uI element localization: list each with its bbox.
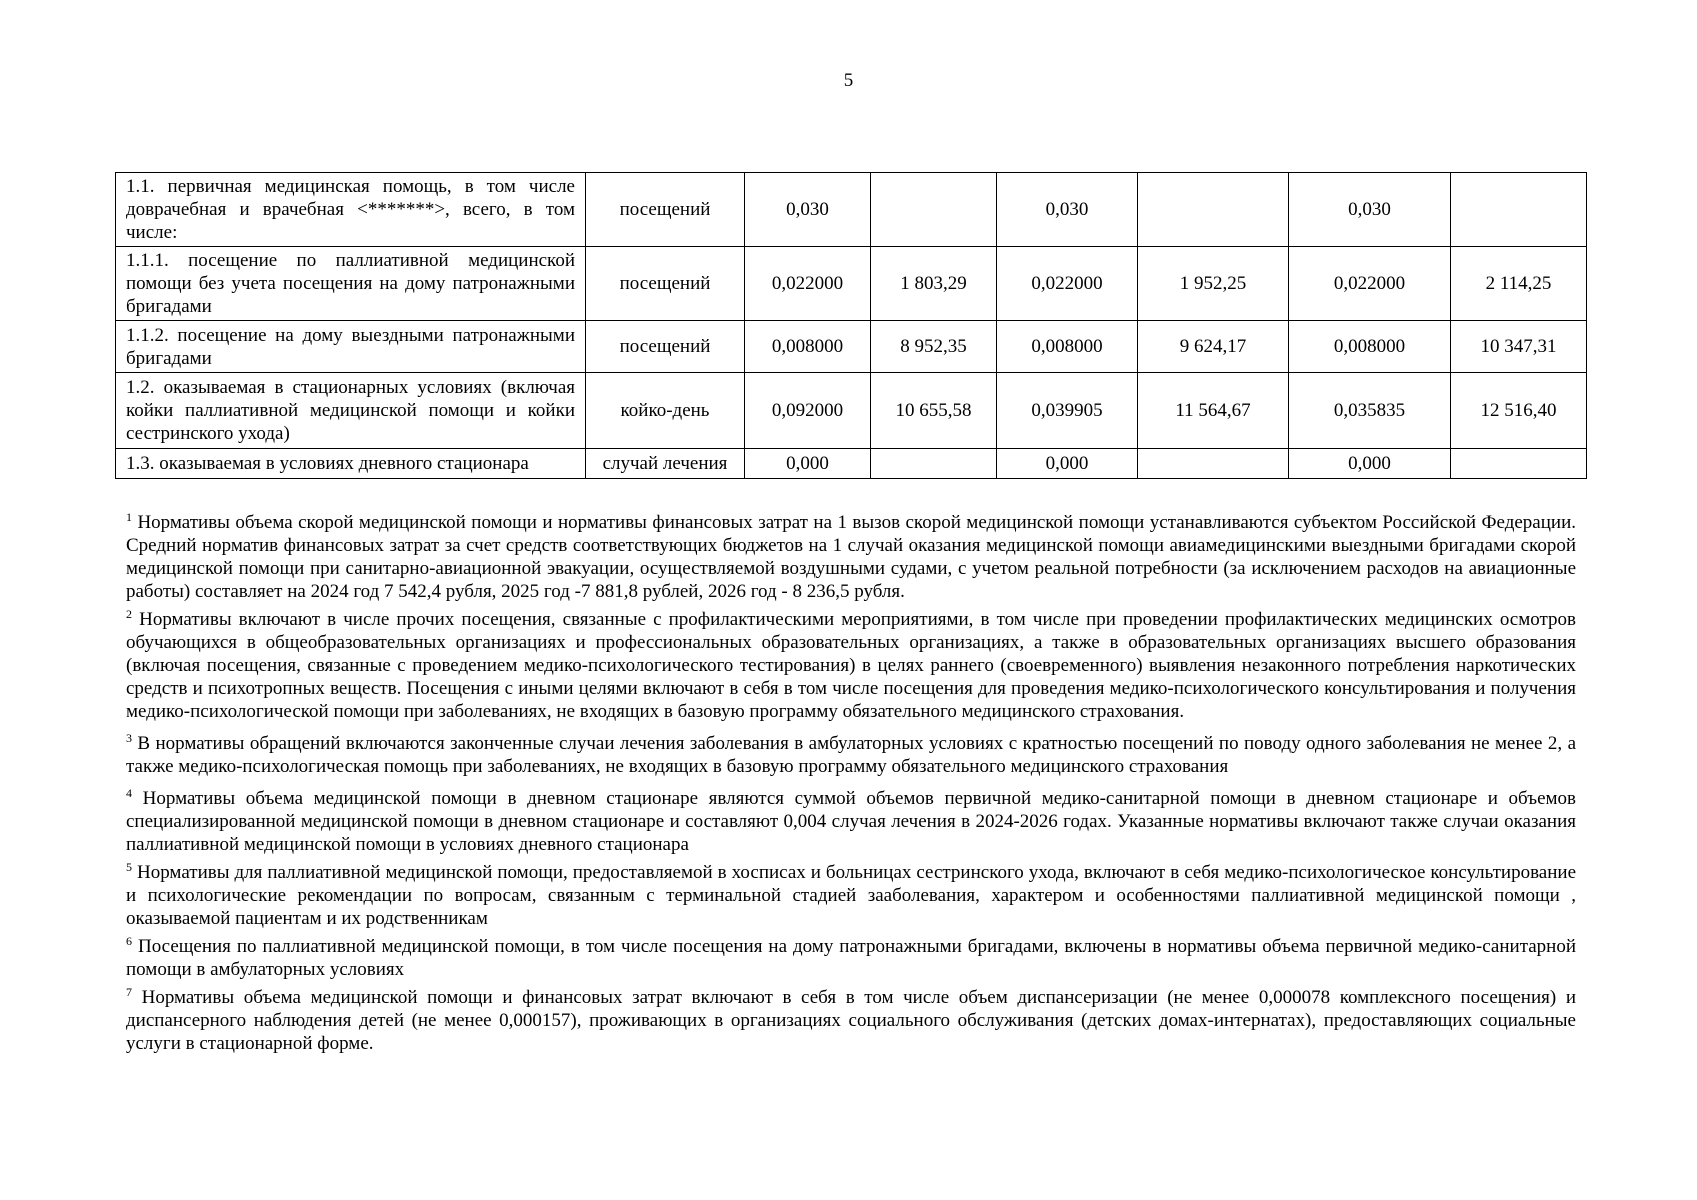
footnote-text: В нормативы обращений включаются законченные случаи лечения заболевания в амбулаторных условиях с кратностью посещений по поводу одного заболевания не менее 2, а также медико-психологическая помощь при заболеваниях, не входящих в базовую программу обязательного медицинского страхования — [126, 733, 1576, 777]
cell-cost-2024: 8 952,35 — [871, 321, 997, 373]
row-name: 1.1.1. посещение по паллиативной медицинской помощи без учета посещения на дому патронажными бригадами — [116, 247, 586, 321]
footnote-5 — [126, 861, 1576, 930]
row-name: 1.3. оказываемая в условиях дневного стационара — [116, 449, 586, 479]
row-unit: посещений — [586, 247, 745, 321]
footnote-4 — [126, 787, 1576, 856]
table-row — [116, 173, 1587, 247]
cell-cost-2026: 2 114,25 — [1451, 247, 1587, 321]
cell-volume-2025: 0,039905 — [997, 373, 1138, 449]
cell-cost-2026 — [1451, 173, 1587, 247]
row-name: 1.2. оказываемая в стационарных условиях (включая койки паллиативной медицинской помощи и койки сестринского ухода) — [116, 373, 586, 449]
footnote-6 — [126, 935, 1576, 981]
footnote-mark: 7 — [126, 985, 132, 999]
cell-volume-2024: 0,030 — [745, 173, 871, 247]
footnote-mark: 2 — [126, 607, 132, 621]
norms-table — [115, 172, 1587, 479]
cell-cost-2025 — [1138, 449, 1289, 479]
cell-cost-2024 — [871, 173, 997, 247]
cell-cost-2026 — [1451, 449, 1587, 479]
row-name: 1.1. первичная медицинская помощь, в том числе доврачебная и врачебная <*******>, всего, в том числе: — [116, 173, 586, 247]
footnote-mark: 5 — [126, 860, 132, 874]
footnote-text: Нормативы объема медицинской помощи в дневном стационаре являются суммой объемов первичной медико-санитарной помощи в дневном стационаре и объемов специализированной медицинской помощи в дневном стационаре и составляют 0,004 случая лечения в 2024-2026 годах. Указанные нормативы включают также случаи оказания паллиативной медицинской помощи в условиях дневного стационара — [126, 788, 1577, 855]
footnote-text: Нормативы объема медицинской помощи и финансовых затрат включают в себя в том числе объем диспансеризации (не менее 0,000078 комплексного посещения) и диспансерного наблюдения детей (не менее 0,000157), проживающих в организациях социального обслуживания (детских домах-интернатах), предоставляющих социальные услуги в стационарной форме. — [126, 987, 1576, 1054]
cell-volume-2025: 0,030 — [997, 173, 1138, 247]
table-row — [116, 321, 1587, 373]
cell-volume-2025: 0,022000 — [997, 247, 1138, 321]
table-row — [116, 449, 1587, 479]
footnote-mark: 3 — [126, 731, 132, 745]
row-unit: койко-день — [586, 373, 745, 449]
cell-cost-2024: 1 803,29 — [871, 247, 997, 321]
cell-cost-2025: 9 624,17 — [1138, 321, 1289, 373]
cell-cost-2025 — [1138, 173, 1289, 247]
footnote-text: Посещения по паллиативной медицинской помощи, в том числе посещения на дому патронажными бригадами, включены в нормативы объема первичной медико-санитарной помощи в амбулаторных условиях — [126, 936, 1576, 980]
footnote-mark: 6 — [126, 934, 132, 948]
table-row — [116, 247, 1587, 321]
cell-volume-2026: 0,030 — [1289, 173, 1451, 247]
cell-volume-2026: 0,035835 — [1289, 373, 1451, 449]
cell-cost-2026: 12 516,40 — [1451, 373, 1587, 449]
footnote-text: Нормативы для паллиативной медицинской помощи, предоставляемой в хосписах и больницах сестринского ухода, включают в себя медико-психологическое консультирование и психологические рекомендации по вопросам, связанным с терминальной стадией зааболевания, характером и особенностями паллиативной медицинской помощи , оказываемой пациентам и их родственникам — [126, 862, 1577, 929]
footnote-7 — [126, 986, 1576, 1055]
cell-volume-2026: 0,008000 — [1289, 321, 1451, 373]
footnote-text: Нормативы объема скорой медицинской помощи и нормативы финансовых затрат на 1 вызов скорой медицинской помощи устанавливаются субъектом Российской Федерации. Средний норматив финансовых затрат за счет средств соответствующих бюджетов на 1 случай оказания медицинской помощи авиамедицинскими выездными бригадами скорой медицинской помощи при санитарно-авиационной эвакуации, осуществляемой воздушными судами, с учетом реальной потребности (за исключением расходов на авиационные работы) составляет на 2024 год 7 542,4 рубля, 2025 год -7 881,8 рублей, 2026 год - 8 236,5 рубля. — [126, 512, 1576, 602]
row-name: 1.1.2. посещение на дому выездными патронажными бригадами — [116, 321, 586, 373]
footnote-mark: 4 — [126, 786, 132, 800]
row-unit: случай лечения — [586, 449, 745, 479]
footnote-1 — [126, 511, 1576, 603]
cell-volume-2026: 0,022000 — [1289, 247, 1451, 321]
footnote-3 — [126, 732, 1576, 778]
cell-volume-2024: 0,092000 — [745, 373, 871, 449]
footnote-mark: 1 — [126, 510, 132, 524]
cell-volume-2025: 0,000 — [997, 449, 1138, 479]
cell-cost-2025: 11 564,67 — [1138, 373, 1289, 449]
table-row — [116, 373, 1587, 449]
page-number: 5 — [843, 70, 854, 91]
cell-volume-2026: 0,000 — [1289, 449, 1451, 479]
cell-cost-2026: 10 347,31 — [1451, 321, 1587, 373]
cell-volume-2024: 0,022000 — [745, 247, 871, 321]
footnote-2 — [126, 608, 1576, 723]
cell-cost-2024 — [871, 449, 997, 479]
cell-cost-2024: 10 655,58 — [871, 373, 997, 449]
cell-volume-2025: 0,008000 — [997, 321, 1138, 373]
row-unit: посещений — [586, 173, 745, 247]
cell-cost-2025: 1 952,25 — [1138, 247, 1289, 321]
footnotes — [126, 511, 1576, 1060]
cell-volume-2024: 0,000 — [745, 449, 871, 479]
cell-volume-2024: 0,008000 — [745, 321, 871, 373]
footnote-text: Нормативы включают в числе прочих посещения, связанные с профилактическими мероприятиями, в том числе при проведении профилактических медицинских осмотров обучающихся в общеобразовательных организациях и профессиональных образовательных организациях, а также в образовательных организациях высшего образования (включая посещения, связанные с проведением медико-психологического тестирования) в целях раннего (своевременного) выявления незаконного потребления наркотических средств и психотропных веществ. Посещения с иными целями включают в себя в том числе посещения для проведения медико-психологического консультирования и получения медико-психологической помощи при заболеваниях, не входящих в базовую программу обязательного медицинского страхования. — [126, 609, 1577, 722]
row-unit: посещений — [586, 321, 745, 373]
